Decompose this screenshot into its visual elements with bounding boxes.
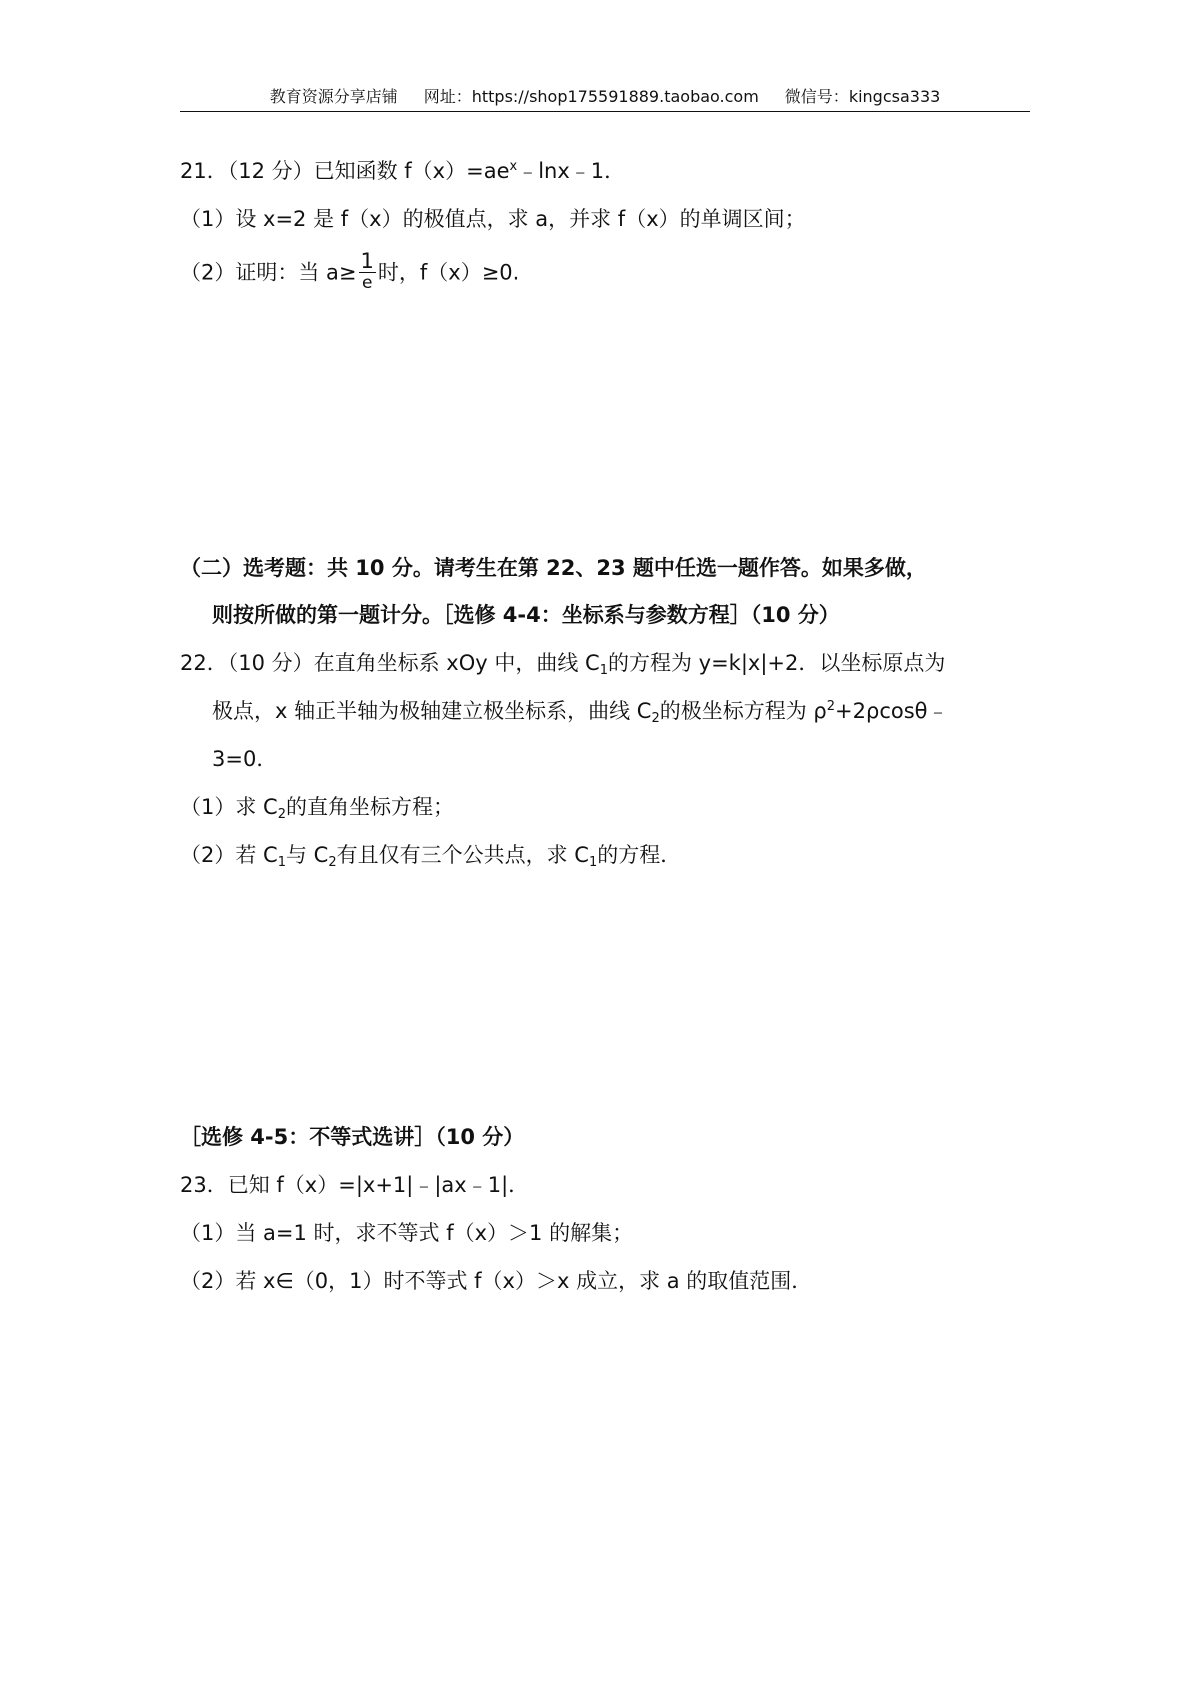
fraction-denominator: e: [361, 273, 373, 293]
q22-text: 极点，x 轴正半轴为极轴建立极坐标系，曲线 C: [212, 699, 652, 723]
q22-part2: [180, 840, 681, 870]
fraction-1-over-e: [359, 250, 376, 293]
q22-text: +2ρcosθ﹣: [835, 699, 949, 723]
header-divider: [180, 111, 1030, 112]
q22-subscript: 1: [599, 663, 608, 678]
q23-stem: 23．已知 f（x）=|x+1|﹣|ax﹣1|．: [180, 1173, 530, 1197]
q22-stem-line2: [212, 696, 949, 726]
q22-stem-line1: [180, 648, 945, 678]
site-url: https://shop175591889.taobao.com: [471, 87, 759, 106]
q22-subscript: 2: [277, 807, 286, 822]
q22-part2-text: （2）若 C: [180, 843, 278, 867]
q21-stem-text: 21．（12 分）已知函数 f（x）=ae: [180, 159, 510, 183]
q22-subscript: 2: [651, 711, 660, 726]
q22-subscript: 1: [277, 855, 286, 870]
q21-stem: [180, 156, 625, 186]
q22-text: 22．（10 分）在直角坐标系 xOy 中，曲线 C: [180, 651, 600, 675]
q21-part2-text-end: 时，f（x）≥0.: [377, 260, 520, 285]
q23-part1: （1）当 a=1 时，求不等式 f（x）＞1 的解集；: [180, 1221, 634, 1245]
q22-part2-text-end: 的方程．: [597, 843, 682, 867]
q22-text: 的极坐标方程为 ρ: [659, 699, 827, 723]
q22-part2-text: 有且仅有三个公共点，求 C: [336, 843, 589, 867]
page-header: [180, 82, 1030, 112]
q22-superscript: 2: [826, 699, 836, 714]
q21-part1: （1）设 x=2 是 f（x）的极值点，求 a，并求 f（x）的单调区间；: [180, 207, 806, 231]
q22-part1-text: （1）求 C: [180, 795, 278, 819]
fraction-numerator: 1: [360, 249, 374, 273]
q21-part2: [180, 249, 520, 295]
q21-stem-text-end: ﹣lnx﹣1．: [517, 159, 626, 183]
wechat-label: 微信号：: [784, 87, 849, 106]
q22-part1-text-end: 的直角坐标方程；: [285, 795, 454, 819]
q22-subscript: 2: [328, 855, 337, 870]
q21-part2-text: （2）证明：当 a≥: [180, 260, 357, 285]
section3-heading: ［选修 4-5：不等式选讲］（10 分）: [180, 1125, 525, 1149]
q22-part1: [180, 792, 454, 822]
site-label: 网址：: [423, 87, 472, 106]
section2-heading-line1: （二）选考题：共 10 分。请考生在第 22、23 题中任选一题作答。如果多做，: [180, 556, 927, 580]
q23-part2: （2）若 x∈（0，1）时不等式 f（x）＞x 成立，求 a 的取值范围．: [180, 1269, 813, 1293]
shop-name: 教育资源分享店铺: [269, 87, 398, 106]
q22-subscript: 1: [588, 855, 598, 870]
q22-part2-text: 与 C: [285, 843, 329, 867]
section2-heading-line2: 则按所做的第一题计分。［选修 4-4：坐标系与参数方程］（10 分）: [212, 603, 840, 627]
q22-text: 的方程为 y=k|x|+2．以坐标原点为: [607, 651, 946, 675]
q21-exponent: x: [509, 159, 518, 174]
wechat-id: kingcsa333: [848, 87, 941, 106]
q22-stem-line3: 3=0．: [212, 747, 278, 771]
